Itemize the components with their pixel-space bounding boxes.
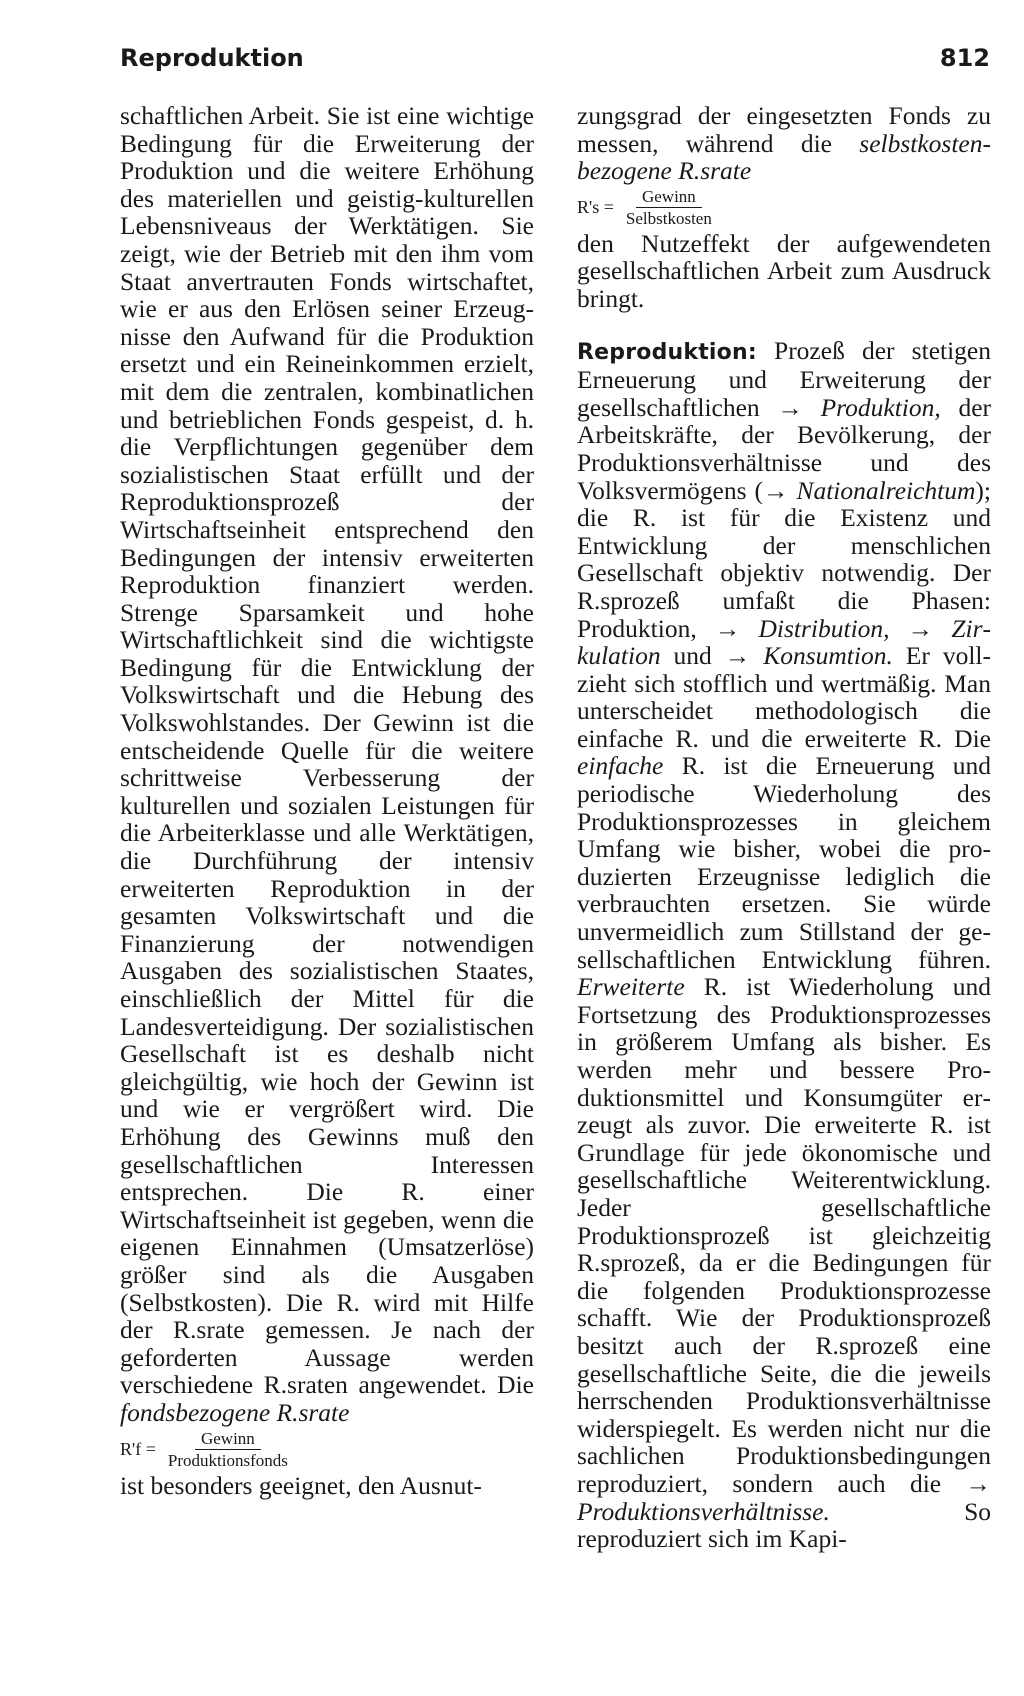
left-text-1: schaftlichen Arbeit. Sie ist eine wichtige Bedingung für die Erweiterung der Produktion und die weitere Erhöhung des materiellen und geistig-kulturellen Lebensniveaus der Werktätigen. Sie zeigt, wie der Betrieb mit den ihm vom Staat anvertrauten Fonds wirtschaftet, wie er aus den Erlösen seiner Erzeugnisse den Aufwand für die Produktion ersetzt und ein Reineinkommen erzielt, mit dem die zentralen, kombinatlichen und betrieblichen Fonds gespeist, d. h. die Verpflichtungen gegenüber dem sozialistischen Staat erfüllt und der Reproduktionsprozeß der Wirtschaftseinheit entsprechend den Bedingungen der intensiv erweiterten Reproduktion finanziert werden. Strenge Sparsamkeit und hohe Wirtschaftlichkeit sind die wichtigste Bedingung für die Entwicklung der Volkswirtschaft und die Hebung des Volkswohlstandes. Der Gewinn ist die entscheidende Quelle für die weitere schrittweise Verbesserung der kulturellen und sozialen Leistungen für die Arbeiterklasse und alle Werktätigen, die Durchführung der intensiv erweiterten Reproduktion in der gesamten Volkswirtschaft und die Finanzierung der notwendigen Ausgaben des sozialistischen Staates, einschließlich der Mittel für die Landesverteidigung. Der sozialistischen Gesellschaft ist es deshalb nicht gleichgültig, wie hoch der Gewinn ist und wie er vergrößert wird. Die Erhöhung des Gewinns muß den gesellschaftlichen Interessen entsprechen. Die R. einer Wirtschaftseinheit ist gegeben, wenn die eigenen Einnahmen (Umsatzerlöse) größer sind als die Ausgaben (Selbstkosten). Die R. wird mit Hilfe der R.srate gemessen. Je nach der geforderten Aussage werden verschiedene R.sraten angewendet. Die [120,101,534,1400]
entry-lemma: Reproduktion: [577,339,757,365]
formula-fondsbezogen [120,1429,534,1470]
fraction-denominator: Selbstkosten [625,208,712,228]
right-paragraph-end: den Nutzeffekt der aufgewendeten gesellschaftlichen Arbeit zum Ausdruck bringt. [577,228,991,313]
entry-text: ); die R. ist für die Existenz und Entwicklung der menschlichen Gesellschaft objektiv notwendig. Der R.sprozeß umfaßt die Phasen: Produktion, → [577,475,991,643]
entry-text: der Arbeitskräfte, der Bevölkerung, der Produktionsverhältnisse und des Volksvermögens (→ [577,392,992,505]
cross-ref-nationalreichtum[interactable]: Nationalreichtum [796,475,976,505]
entry-text: R. ist Wiederholung und Fortsetzung des Produktionsprozesses in größerem Umfang als bisher. Es werden mehr und bessere Produktionsmittel und Konsumgüter erzeugt als zuvor. Die erweiterte R. ist Grundlage für jede ökonomische und gesellschaftliche Weiterentwicklung. Jeder gesellschaftliche Produktionsprozeß ist gleichzeitig R.sprozeß, da er die Bedingungen für die folgenden Produktionsprozesse schafft. Wie der Produktionsprozeß besitzt auch der R.sprozeß eine gesellschaftliche Seite, die die jeweils herrschenden Produktionsverhältnisse widerspiegelt. Es werden nicht nur die sachlichen Produktionsbedingungen reproduziert, sondern auch die → [577,972,991,1498]
running-head [120,44,1000,80]
page-number: 812 [939,44,990,72]
formula-lhs: R'f = [120,1438,156,1459]
fraction-numerator: Gewinn [636,187,702,208]
right-text-1: zungsgrad der eingesetzten Fonds zu messen, während die [577,101,991,158]
fraction-denominator: Produktionsfonds [167,1450,288,1470]
left-paragraph [120,102,534,1427]
running-head-title: Reproduktion [120,44,304,72]
left-column [120,102,534,1499]
formula-selbstkostenbezogen [577,187,991,228]
cross-ref-distribution[interactable]: Distribution, [758,613,890,643]
formula-lhs: R's = [577,196,614,217]
cross-ref-produktionsverhaeltnisse[interactable]: Produktionsverhältnisse. [577,1496,830,1526]
right-paragraph [577,102,991,185]
cross-ref-konsumtion[interactable]: Konsumtion. [763,641,893,671]
fraction-numerator: Gewinn [195,1429,261,1450]
cross-ref-zirkulation[interactable]: Zirkulation [577,613,992,671]
term-fondsbezogene-rate: fondsbezogene R.srate [120,1397,350,1427]
entry-text: → [889,613,952,643]
entry-reproduktion [577,337,991,1553]
entry-spacer [577,313,991,337]
entry-text: R. ist die Erneuerung und periodische Wiederholung des Produktionsprozesses in gleichem Umfang wie bisher, wobei die produzierten Erzeugnisse lediglich die verbrauchten ersetzen. Sie würde unvermeidlich zum Stillstand der gesellschaftlichen Entwicklung führen. [577,751,991,974]
entry-text: und → [660,641,764,671]
term-erweiterte: Erweiterte [577,972,685,1002]
term-einfache: einfache [577,751,664,781]
entry-text: Er vollzieht sich stofflich und wertmäßig. Man unterscheidet methodologisch die einfache R. und die erweiterte R. Die [577,641,991,753]
entry-text: So reproduziert sich im Kapi- [577,1496,991,1554]
entry-text: Prozeß der stetigen Erneuerung und Erweiterung der gesellschaftlichen → [577,335,991,422]
right-column [577,102,991,1553]
fraction [162,1429,294,1470]
left-paragraph-end: ist besonders geeignet, den Ausnut- [120,1470,482,1500]
term-selbstkostenbezogene-rate: selbstkostenbezogene R.srate [577,128,991,186]
cross-ref-produktion[interactable]: Produktion, [820,392,941,422]
fraction [620,187,718,228]
